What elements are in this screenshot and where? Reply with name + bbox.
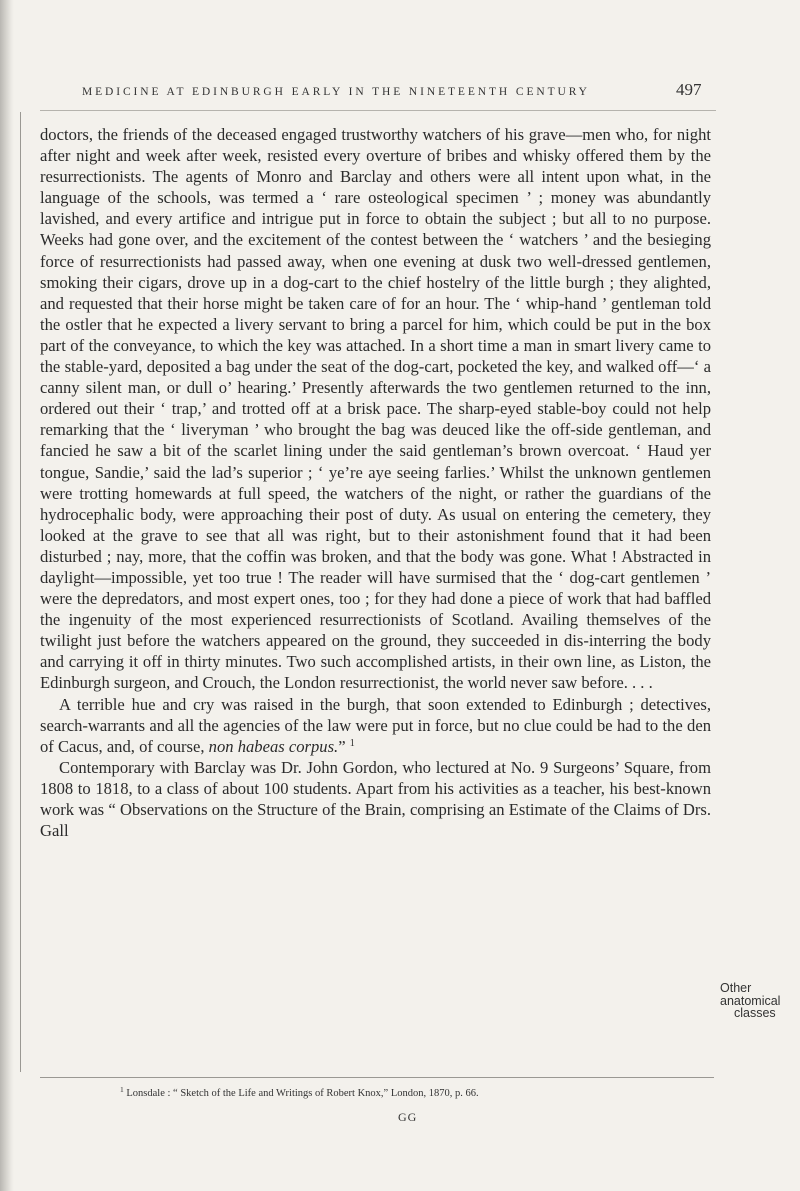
running-head: MEDICINE AT EDINBURGH EARLY IN THE NINETEENTH CENTURY (82, 86, 590, 98)
paragraph-2-close-quote: ” (338, 736, 346, 756)
body-text (40, 124, 711, 841)
margin-note-line-3: classes (734, 1006, 776, 1020)
footnote-rule (40, 1077, 714, 1078)
paragraph-1: doctors, the friends of the deceased engaged trustworthy watchers of his grave—men who, for night after night and week after week, resisted every overture of bribes and whisky offered them by the resurrectionists. The agents of Monro and Barclay and others were all intent upon what, in the language of the schools, was termed a ‘ rare osteological specimen ’ ; money was abundantly lavished, and every artifice and intrigue put in force to obtain the subject ; but all to no purpose. Weeks had gone over, and the excitement of the contest between the ‘ watchers ’ and the besieging force of resurrectionists had passed away, when one evening at dusk two well-dressed gentlemen, smoking their cigars, drove up in a dog-cart to the chief hostelry of the little burgh ; they alighted, and requested that their horse might be taken care of for an hour. The ‘ whip-hand ’ gentleman told the ostler that he expected a livery servant to bring a parcel for him, which could be put in the box part of the conveyance, to which the key was attached. In a short time a man in smart livery came to the stable-yard, deposited a bag under the seat of the dog-cart, pocketed the key, and walked off—‘ a canny silent man, or dull o’ hearing.’ Presently afterwards the two gentlemen returned to the inn, ordered out their ‘ trap,’ and trotted off at a brisk pace. The sharp-eyed stable-boy could not help remarking that the ‘ liveryman ’ who brought the bag was deuced like the off-side gentleman, and fancied he saw a bit of the scarlet lining under the said gentleman’s brown overcoat. ‘ Haud yer tongue, Sandie,’ said the lad’s superior ; ‘ ye’re aye seeing farlies.’ Whilst the unknown gentlemen were trotting homewards at full speed, the watchers of the night, or rather the guardians of the hydrocephalic body, were approaching their post of duty. As usual on entering the cemetery, they looked at the grave to see that all was right, but to their astonishment found that it had been disturbed ; nay, more, that the coffin was broken, and that the body was gone. What ! Abstracted in daylight—impossible, yet too true ! The reader will have surmised that the ‘ dog-cart gentlemen ’ were the depredators, and most expert ones, too ; for they had done a piece of work that had baffled the ingenuity of the most experienced resurrectionists of Scotland. Availing themselves of the twilight just before the watchers appeared on the ground, they succeeded in dis-interring the body and carrying it off in thirty minutes. Two such accomplished artists, in their own line, as Liston, the Edinburgh surgeon, and Crouch, the London resurrectionist, the world never saw before. . . . (40, 125, 711, 693)
paragraph-2-italic: non habeas corpus. (208, 736, 339, 756)
footnote-mark: 1 (120, 1085, 124, 1094)
paragraph-3: Contemporary with Barclay was Dr. John Gordon, who lectured at No. 9 Surgeons’ Square, from 1808 to 1818, to a class of about 100 students. Apart from his activities as a teacher, his best-known work was “ Observations on the Structure of the Brain, comprising an Estimate of the Claims of Drs. Gall (40, 757, 711, 841)
page-number: 497 (676, 80, 702, 99)
gutter-edge-line (20, 112, 21, 1072)
signature-mark: GG (398, 1110, 418, 1124)
margin-note (720, 982, 800, 1020)
paragraph-2 (40, 694, 711, 757)
paragraph-2-text: A terrible hue and cry was raised in the burgh, that soon extended to Edinburgh ; detectives, search-warrants and all the agencies of the law were put in force, but no clue could be had to the den of Cacus, and, of course, (40, 694, 711, 756)
footnote (120, 1085, 700, 1099)
header-rule (40, 110, 716, 111)
footnote-reference[interactable]: 1 (349, 737, 355, 749)
page-gutter-shadow (0, 0, 14, 1191)
margin-note-line-1: Other (720, 981, 752, 995)
footnote-text: Lonsdale : “ Sketch of the Life and Writings of Robert Knox,” London, 1870, p. 66. (126, 1088, 479, 1099)
margin-note-line-2: anatomical (720, 993, 781, 1008)
